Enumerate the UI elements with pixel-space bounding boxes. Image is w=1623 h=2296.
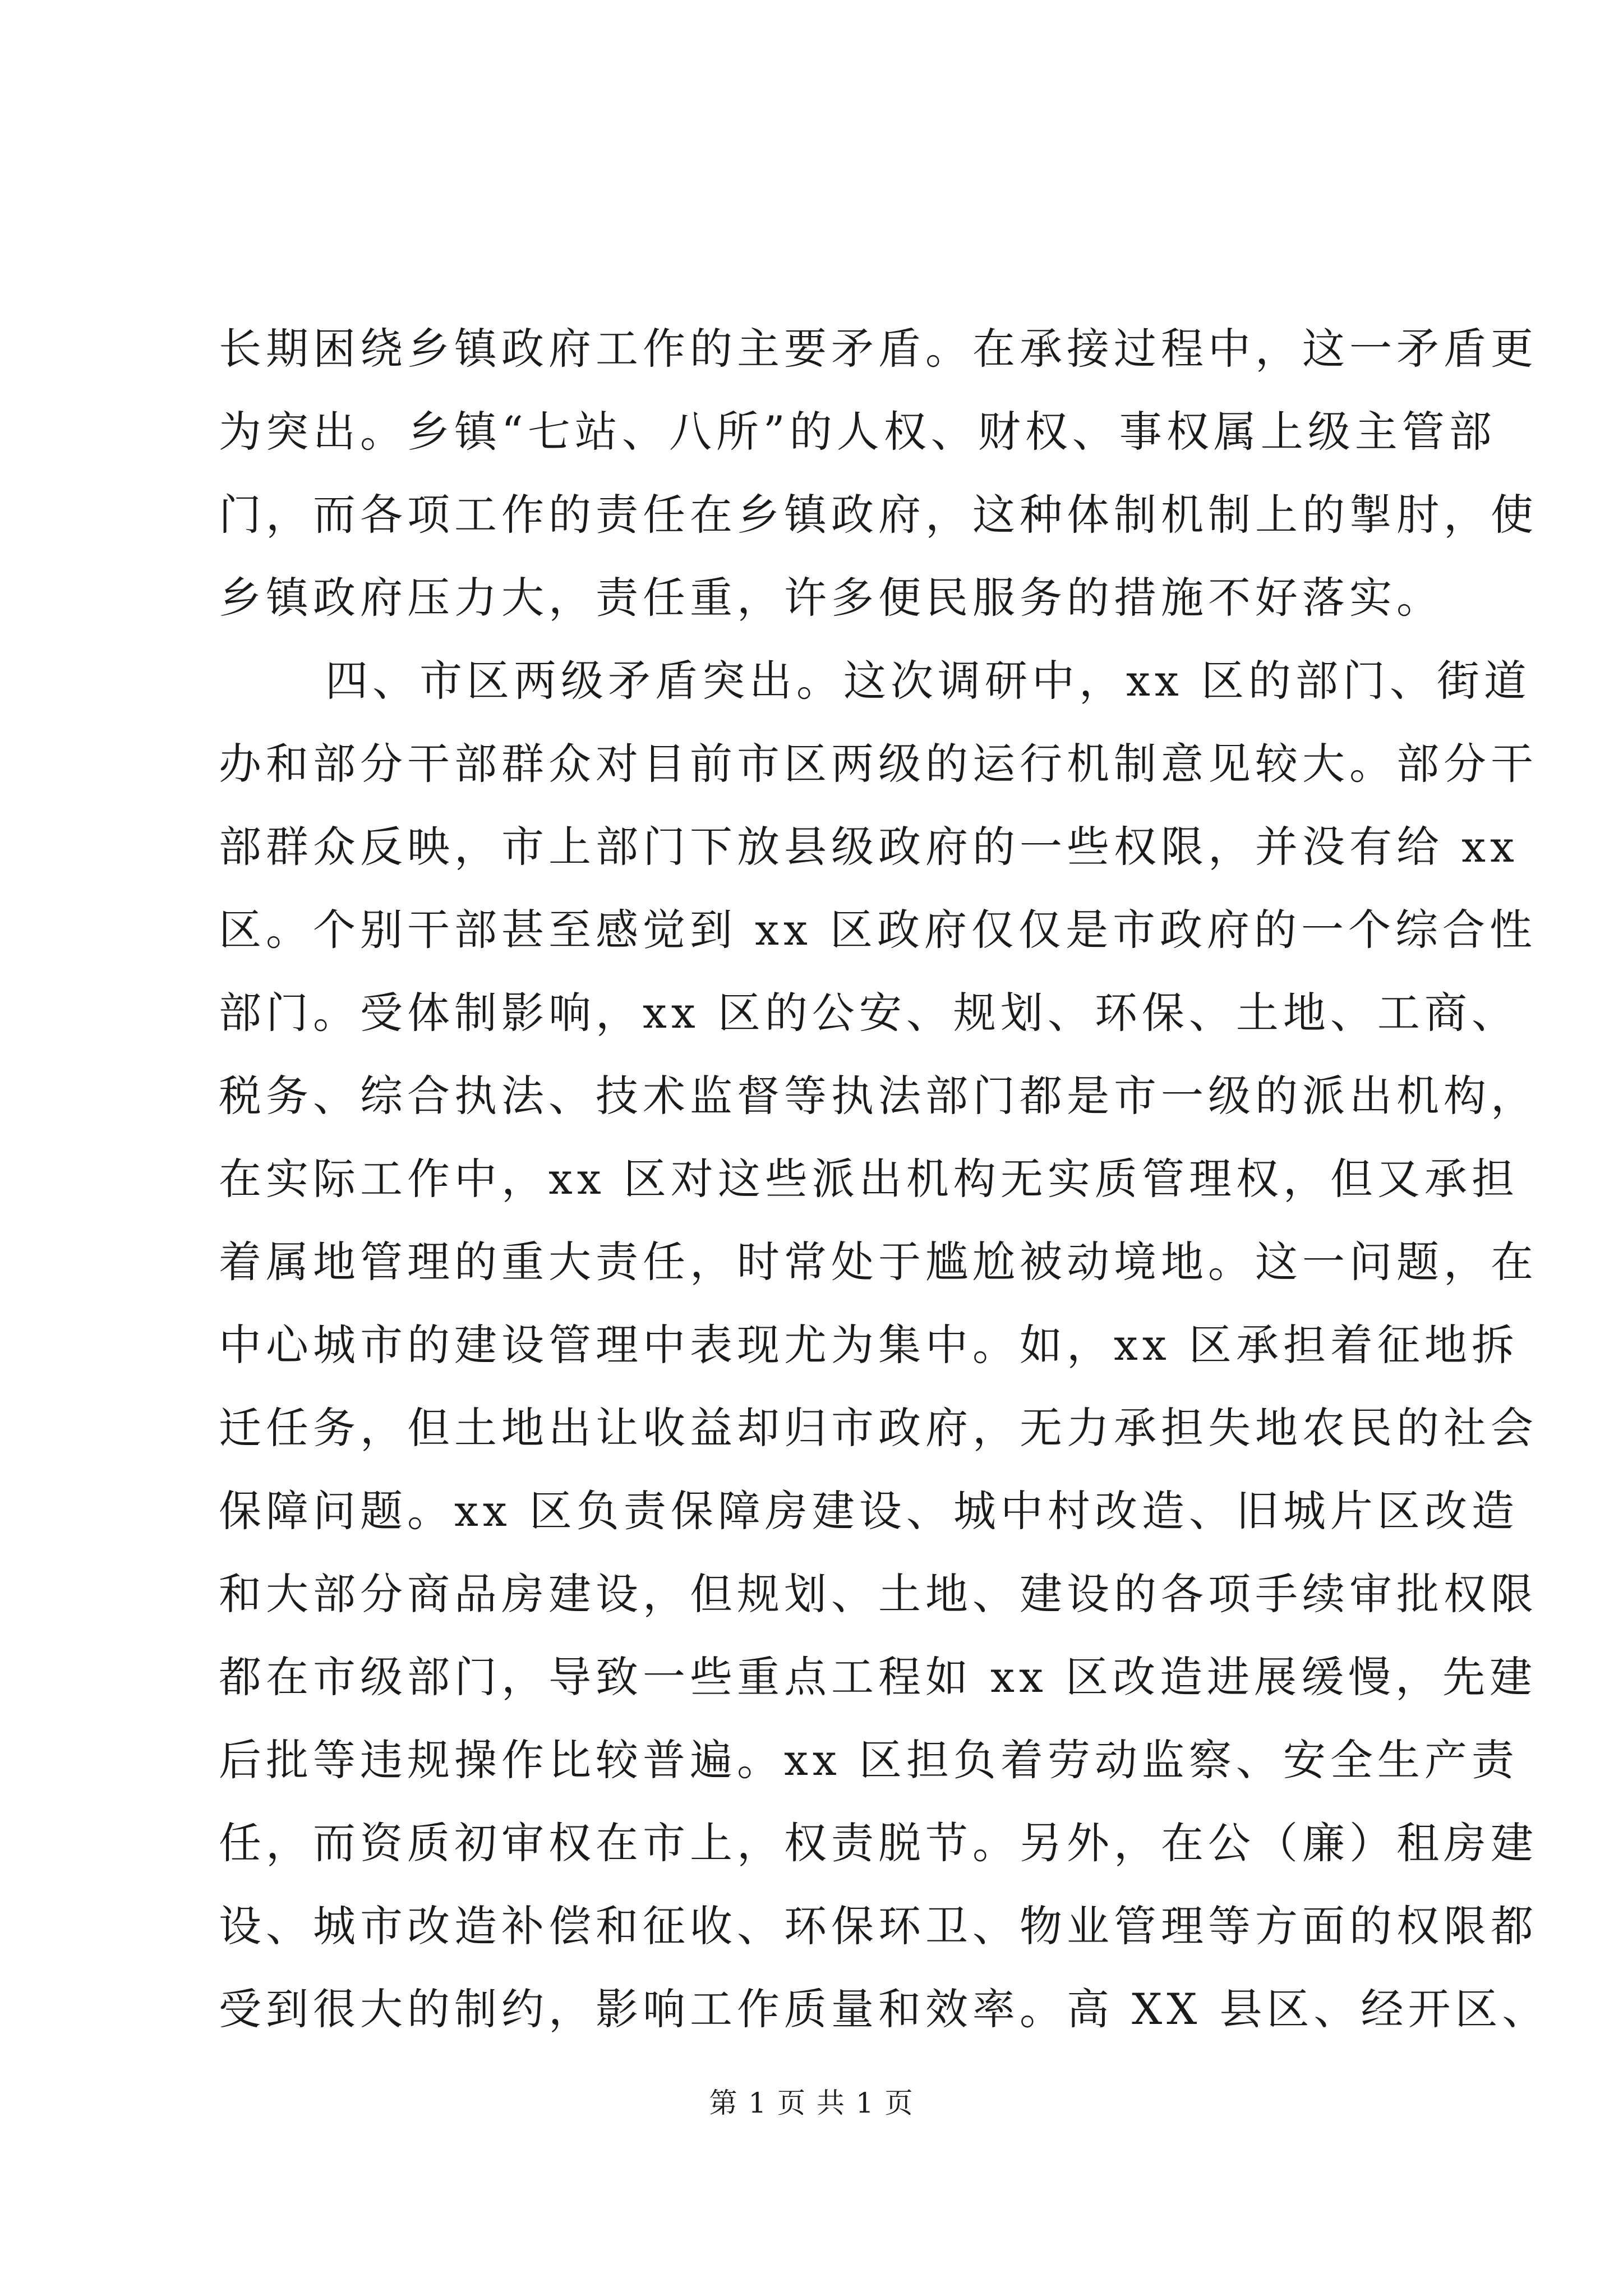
text-line: 设、城市改造补偿和征收、环保环卫、物业管理等方面的权限都 xyxy=(219,1901,1538,1951)
text-line: 为突出。乡镇“七站、八所”的人权、财权、事权属上级主管部 xyxy=(219,407,1496,457)
text-line: 受到很大的制约，影响工作质量和效率。高 XX 县区、经开区、 xyxy=(219,1984,1550,2034)
text-line: 迁任务，但土地出让收益却归市政府，无力承担失地农民的社会 xyxy=(219,1403,1538,1453)
text-line: 部群众反映，市上部门下放县级政府的一些权限，并没有给 xx xyxy=(219,822,1519,872)
text-line: 和大部分商品房建设，但规划、土地、建设的各项手续审批权限 xyxy=(219,1569,1538,1619)
text-line: 在实际工作中，xx 区对这些派出机构无实质管理权，但又承担 xyxy=(219,1154,1519,1204)
text-line: 着属地管理的重大责任，时常处于尴尬被动境地。这一问题，在 xyxy=(219,1237,1538,1287)
text-line: 任，而资质初审权在市上，权责脱节。另外，在公（廉）租房建 xyxy=(219,1818,1538,1868)
text-line: 保障问题。xx 区负责保障房建设、城中村改造、旧城片区改造 xyxy=(219,1486,1519,1536)
text-line: 区。个别干部甚至感觉到 xx 区政府仅仅是市政府的一个综合性 xyxy=(219,905,1537,955)
text-line: 税务、综合执法、技术监督等执法部门都是市一级的派出机构， xyxy=(219,1071,1538,1121)
document-body xyxy=(219,307,1550,2051)
text-line: 办和部分干部群众对目前市区两级的运行机制意见较大。部分干 xyxy=(219,739,1538,789)
text-line: 部门。受体制影响，xx 区的公安、规划、环保、土地、工商、 xyxy=(219,988,1519,1038)
text-line: 门，而各项工作的责任在乡镇政府，这种体制机制上的掣肘，使 xyxy=(219,490,1538,540)
text-line: 后批等违规操作比较普遍。xx 区担负着劳动监察、安全生产责 xyxy=(219,1735,1519,1785)
text-line: 四、市区两级矛盾突出。这次调研中，xx 区的部门、街道 xyxy=(325,656,1531,706)
text-line: 乡镇政府压力大，责任重，许多便民服务的措施不好落实。 xyxy=(219,573,1444,623)
text-line: 中心城市的建设管理中表现尤为集中。如，xx 区承担着征地拆 xyxy=(219,1320,1519,1370)
page-number-footer: 第 1 页 共 1 页 xyxy=(709,2087,914,2119)
text-line: 长期困绕乡镇政府工作的主要矛盾。在承接过程中，这一矛盾更 xyxy=(219,324,1538,374)
text-line: 都在市级部门，导致一些重点工程如 xx 区改造进展缓慢，先建 xyxy=(219,1652,1537,1702)
